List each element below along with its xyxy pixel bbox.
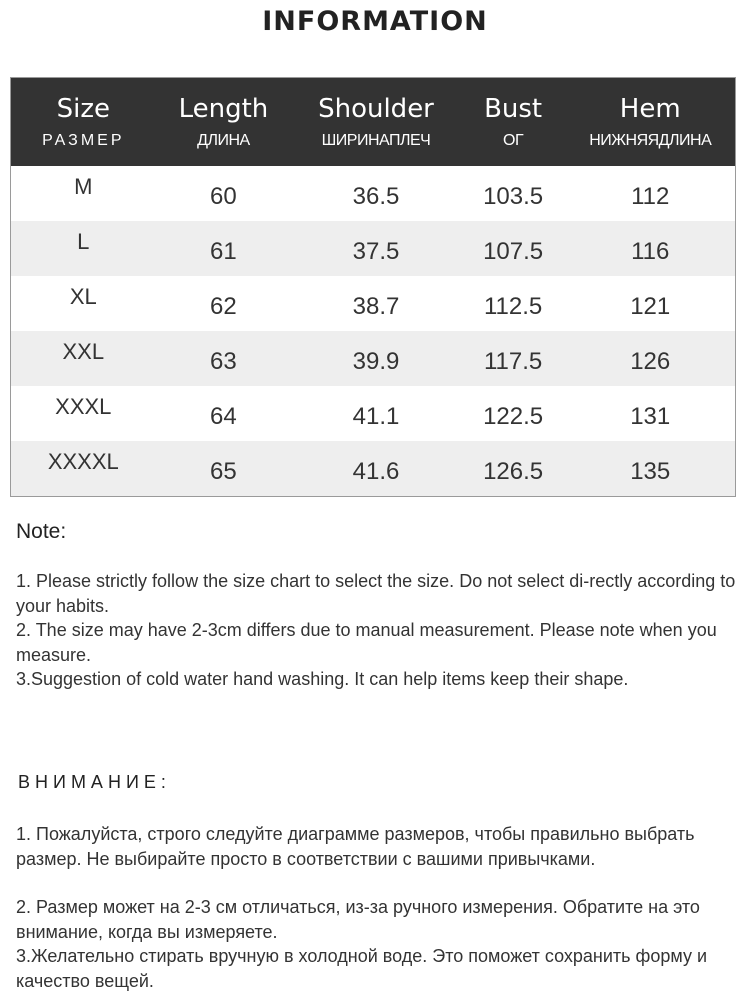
cell-length: 65 bbox=[210, 457, 237, 485]
header-length-label-ru: ДЛИНА bbox=[197, 132, 250, 149]
header-size bbox=[11, 78, 156, 166]
note-item-3: 3.Suggestion of cold water hand washing. It can help items keep their shape. bbox=[16, 669, 629, 689]
header-bust-label: Bust bbox=[484, 94, 543, 124]
table-row bbox=[11, 221, 735, 276]
cell-hem: 112 bbox=[631, 182, 670, 210]
header-bust-label-ru: ОГ bbox=[503, 132, 524, 149]
cell-shoulder: 41.1 bbox=[352, 402, 400, 430]
cell-hem: 116 bbox=[631, 237, 670, 265]
cell-shoulder: 39.9 bbox=[352, 347, 400, 375]
cell-length: 63 bbox=[210, 347, 237, 375]
header-bust bbox=[461, 78, 566, 166]
table-row bbox=[11, 276, 735, 331]
cell-bust: 122.5 bbox=[483, 402, 544, 430]
cell-bust: 112.5 bbox=[483, 292, 543, 320]
table-row bbox=[11, 166, 735, 221]
note-item-2: 2. The size may have 2-3cm differs due to manual measurement. Please note when you measure. bbox=[16, 620, 717, 665]
cell-size: XXXL bbox=[55, 394, 112, 419]
header-hem-label: Hem bbox=[619, 94, 681, 124]
cell-bust: 107.5 bbox=[483, 237, 544, 265]
cell-hem: 131 bbox=[630, 402, 671, 430]
header-size-label-ru: РАЗМЕР bbox=[42, 132, 125, 149]
header-length bbox=[156, 78, 292, 166]
cell-shoulder: 38.7 bbox=[352, 292, 400, 320]
note-ru-item-3: 3.Желательно стирать вручную в холодной воде. Это поможет сохранить форму и качество вещей. bbox=[16, 946, 708, 991]
header-shoulder-label-ru: ШИРИНАПЛЕЧ bbox=[321, 132, 431, 149]
cell-length: 62 bbox=[210, 292, 237, 320]
note-item-1: 1. Please strictly follow the size chart to select the size. Do not select di-rectly according to your habits. bbox=[16, 571, 736, 616]
cell-length: 60 bbox=[210, 182, 237, 210]
table-row bbox=[11, 386, 735, 441]
page-title: INFORMATION bbox=[262, 6, 488, 37]
size-chart-table bbox=[10, 77, 736, 497]
header-shoulder bbox=[291, 78, 461, 166]
cell-bust: 103.5 bbox=[483, 182, 544, 210]
cell-shoulder: 41.6 bbox=[352, 457, 400, 485]
table-header bbox=[11, 78, 735, 166]
header-hem bbox=[565, 78, 735, 166]
note-ru-item-2: 2. Размер может на 2-3 см отличаться, из-за ручного измерения. Обратите на это внимание, когда вы измеряете. bbox=[16, 897, 700, 942]
header-shoulder-label: Shoulder bbox=[318, 94, 434, 124]
cell-shoulder: 36.5 bbox=[352, 182, 400, 210]
cell-size: L bbox=[77, 229, 90, 254]
cell-size: XXXXL bbox=[47, 449, 119, 474]
cell-length: 64 bbox=[210, 402, 237, 430]
cell-bust: 126.5 bbox=[483, 457, 544, 485]
cell-hem: 135 bbox=[630, 457, 671, 485]
cell-length: 61 bbox=[210, 237, 237, 265]
note-ru-item-1: 1. Пожалуйста, строго следуйте диаграмме размеров, чтобы правильно выбрать размер. Не выбирайте просто в соответствии с вашими привычками. bbox=[16, 824, 695, 869]
cell-bust: 117.5 bbox=[483, 347, 543, 375]
table-row bbox=[11, 331, 735, 386]
cell-size: XL bbox=[69, 284, 97, 309]
header-length-label: Length bbox=[178, 94, 269, 124]
cell-hem: 126 bbox=[630, 347, 671, 375]
header-size-label: Size bbox=[56, 94, 110, 124]
note-ru-heading: ВНИМАНИЕ: bbox=[18, 772, 171, 792]
table-row bbox=[11, 441, 735, 496]
cell-hem: 121 bbox=[630, 292, 671, 320]
cell-size: XXL bbox=[62, 339, 105, 364]
note-heading: Note: bbox=[16, 520, 67, 543]
cell-shoulder: 37.5 bbox=[352, 237, 400, 265]
cell-size: M bbox=[74, 174, 93, 199]
header-hem-label-ru: НИЖНЯЯДЛИНА bbox=[589, 132, 712, 149]
